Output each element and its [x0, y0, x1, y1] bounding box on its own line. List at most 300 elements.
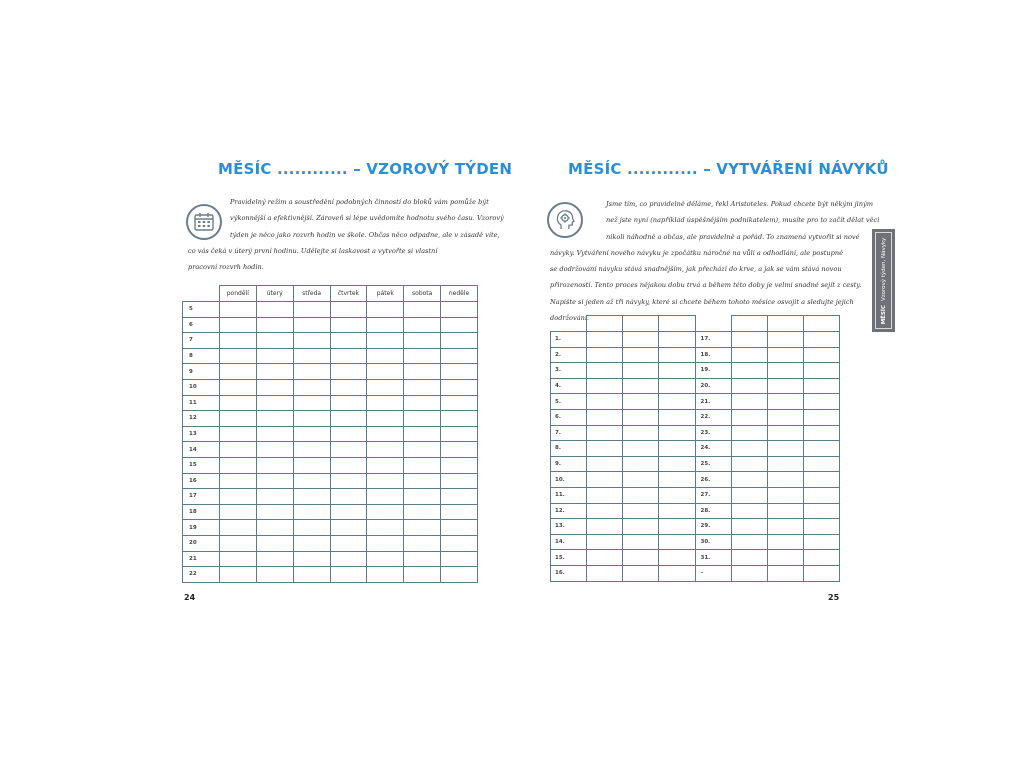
habit-check-cell[interactable]	[623, 441, 659, 457]
schedule-cell[interactable]	[330, 364, 367, 380]
habit-check-cell[interactable]	[803, 487, 839, 503]
schedule-cell[interactable]	[367, 551, 404, 567]
table-row	[551, 332, 840, 348]
habit-check-cell[interactable]	[767, 409, 803, 425]
day-number: 19.	[695, 363, 731, 379]
habit-name-cell[interactable]	[731, 316, 767, 332]
schedule-cell[interactable]	[367, 395, 404, 411]
page-number: 25	[828, 593, 840, 602]
day-number: 3.	[551, 363, 587, 379]
habit-check-cell[interactable]	[587, 425, 623, 441]
schedule-cell[interactable]	[219, 395, 256, 411]
schedule-cell[interactable]	[330, 317, 367, 333]
habit-check-cell[interactable]	[803, 425, 839, 441]
side-tab-text: Vzorový týden, Návyky	[880, 237, 887, 301]
schedule-cell[interactable]	[441, 473, 478, 489]
table-row	[183, 473, 478, 489]
hour-label: 7	[183, 333, 220, 349]
schedule-cell[interactable]	[441, 379, 478, 395]
table-header-row	[183, 286, 478, 302]
schedule-cell[interactable]	[330, 504, 367, 520]
schedule-cell[interactable]	[219, 426, 256, 442]
habit-check-cell[interactable]	[767, 534, 803, 550]
schedule-cell[interactable]	[367, 567, 404, 583]
day-header: pátek	[367, 286, 404, 302]
schedule-cell[interactable]	[404, 317, 441, 333]
table-row	[551, 378, 840, 394]
schedule-cell[interactable]	[219, 317, 256, 333]
habit-check-cell[interactable]	[767, 565, 803, 581]
schedule-cell[interactable]	[330, 520, 367, 536]
habit-check-cell[interactable]	[659, 472, 695, 488]
habit-check-cell[interactable]	[659, 519, 695, 535]
schedule-cell[interactable]	[441, 489, 478, 505]
schedule-cell[interactable]	[404, 395, 441, 411]
habit-check-cell[interactable]	[659, 378, 695, 394]
schedule-cell[interactable]	[404, 457, 441, 473]
schedule-cell[interactable]	[441, 317, 478, 333]
schedule-cell[interactable]	[293, 504, 330, 520]
schedule-cell[interactable]	[441, 348, 478, 364]
schedule-cell[interactable]	[219, 567, 256, 583]
schedule-cell[interactable]	[404, 504, 441, 520]
schedule-cell[interactable]	[293, 395, 330, 411]
habit-check-cell[interactable]	[731, 534, 767, 550]
schedule-cell[interactable]	[404, 473, 441, 489]
habit-check-cell[interactable]	[623, 472, 659, 488]
schedule-cell[interactable]	[441, 457, 478, 473]
habit-check-cell[interactable]	[623, 487, 659, 503]
schedule-cell[interactable]	[330, 551, 367, 567]
schedule-cell[interactable]	[293, 457, 330, 473]
habit-check-cell[interactable]	[587, 550, 623, 566]
habit-check-cell[interactable]	[659, 441, 695, 457]
habit-check-cell[interactable]	[659, 487, 695, 503]
hour-label: 8	[183, 348, 220, 364]
schedule-cell[interactable]	[219, 348, 256, 364]
schedule-cell[interactable]	[219, 333, 256, 349]
schedule-cell[interactable]	[441, 520, 478, 536]
schedule-cell[interactable]	[256, 333, 293, 349]
table-row	[551, 347, 840, 363]
schedule-cell[interactable]	[441, 442, 478, 458]
hour-label: 11	[183, 395, 220, 411]
schedule-cell[interactable]	[330, 302, 367, 318]
habit-check-cell[interactable]	[803, 394, 839, 410]
habit-check-cell[interactable]	[623, 565, 659, 581]
schedule-cell[interactable]	[293, 551, 330, 567]
schedule-cell[interactable]	[367, 442, 404, 458]
schedule-cell[interactable]	[441, 302, 478, 318]
schedule-cell[interactable]	[219, 489, 256, 505]
hour-label: 14	[183, 442, 220, 458]
schedule-cell[interactable]	[256, 442, 293, 458]
day-number: 18.	[695, 347, 731, 363]
habit-check-cell[interactable]	[803, 550, 839, 566]
habit-check-cell[interactable]	[659, 534, 695, 550]
schedule-cell[interactable]	[219, 442, 256, 458]
schedule-cell[interactable]	[404, 333, 441, 349]
schedule-cell[interactable]	[330, 411, 367, 427]
schedule-cell[interactable]	[330, 489, 367, 505]
schedule-cell[interactable]	[330, 442, 367, 458]
habit-check-cell[interactable]	[803, 378, 839, 394]
schedule-cell[interactable]	[330, 426, 367, 442]
table-row	[183, 411, 478, 427]
day-header: neděle	[441, 286, 478, 302]
schedule-cell[interactable]	[219, 364, 256, 380]
schedule-cell[interactable]	[293, 348, 330, 364]
habit-check-cell[interactable]	[767, 347, 803, 363]
habit-check-cell[interactable]	[623, 409, 659, 425]
habit-check-cell[interactable]	[731, 519, 767, 535]
habit-check-cell[interactable]	[803, 363, 839, 379]
schedule-cell[interactable]	[367, 426, 404, 442]
schedule-cell[interactable]	[404, 411, 441, 427]
habit-check-cell[interactable]	[659, 394, 695, 410]
intro-text: Pravidelný režim a soustředění podobných činností do bloků vám pomůže být výkonnější a efektivnější. Zároveň si lépe uvědomíte hodnotu svého času. Vzorový týden je něco jako rozvrh hodin ve škole. Občas něco odpadne, ale v zásadě víte, co vás čeká v úterý první hodinu. Udělejte si laskavost a vytvořte si vlastní pracovní rozvrh hodin.	[188, 198, 504, 272]
schedule-cell[interactable]	[367, 317, 404, 333]
hour-label: 17	[183, 489, 220, 505]
schedule-cell[interactable]	[330, 567, 367, 583]
schedule-cell[interactable]	[219, 520, 256, 536]
schedule-cell[interactable]	[219, 535, 256, 551]
page-title: MĚSÍC ............ – VZOROVÝ TÝDEN	[218, 160, 513, 178]
habit-check-cell[interactable]	[623, 534, 659, 550]
habit-check-cell[interactable]	[731, 394, 767, 410]
habit-check-cell[interactable]	[767, 456, 803, 472]
day-number: 17.	[695, 332, 731, 348]
habit-check-cell[interactable]	[767, 441, 803, 457]
habit-check-cell[interactable]	[803, 534, 839, 550]
habit-check-cell[interactable]	[767, 487, 803, 503]
schedule-cell[interactable]	[367, 535, 404, 551]
habit-check-cell[interactable]	[587, 472, 623, 488]
schedule-cell[interactable]	[441, 504, 478, 520]
schedule-cell[interactable]	[404, 535, 441, 551]
habit-check-cell[interactable]	[731, 347, 767, 363]
side-tab-label	[881, 237, 887, 324]
day-number: 25.	[695, 456, 731, 472]
schedule-cell[interactable]	[256, 364, 293, 380]
habit-check-cell[interactable]	[731, 550, 767, 566]
habit-check-cell[interactable]	[731, 378, 767, 394]
day-number: 23.	[695, 425, 731, 441]
table-row	[183, 567, 478, 583]
habit-check-cell[interactable]	[767, 378, 803, 394]
schedule-cell[interactable]	[330, 348, 367, 364]
hour-label: 10	[183, 379, 220, 395]
habit-check-cell[interactable]	[803, 347, 839, 363]
schedule-cell[interactable]	[441, 551, 478, 567]
schedule-cell[interactable]	[404, 348, 441, 364]
habit-check-cell[interactable]	[587, 363, 623, 379]
table-row	[551, 441, 840, 457]
habit-check-cell[interactable]	[767, 425, 803, 441]
table-row	[183, 442, 478, 458]
habit-check-cell[interactable]	[767, 503, 803, 519]
habit-check-cell[interactable]	[803, 565, 839, 581]
table-row	[551, 409, 840, 425]
habit-check-cell[interactable]	[803, 503, 839, 519]
schedule-cell[interactable]	[256, 302, 293, 318]
schedule-cell[interactable]	[256, 567, 293, 583]
day-number: 6.	[551, 409, 587, 425]
day-number: 13.	[551, 519, 587, 535]
hour-label: 12	[183, 411, 220, 427]
schedule-cell[interactable]	[256, 411, 293, 427]
table-row	[183, 364, 478, 380]
schedule-cell[interactable]	[441, 426, 478, 442]
habit-check-cell[interactable]	[659, 565, 695, 581]
habit-check-cell[interactable]	[623, 550, 659, 566]
habit-check-cell[interactable]	[803, 409, 839, 425]
day-number: 8.	[551, 441, 587, 457]
table-row	[551, 487, 840, 503]
table-row	[551, 363, 840, 379]
schedule-cell[interactable]	[330, 395, 367, 411]
habit-check-cell[interactable]	[659, 456, 695, 472]
schedule-cell[interactable]	[441, 364, 478, 380]
habit-check-cell[interactable]	[659, 550, 695, 566]
schedule-cell[interactable]	[404, 426, 441, 442]
schedule-cell[interactable]	[441, 411, 478, 427]
habit-check-cell[interactable]	[623, 519, 659, 535]
schedule-cell[interactable]	[256, 317, 293, 333]
schedule-cell[interactable]	[293, 379, 330, 395]
habit-check-cell[interactable]	[623, 378, 659, 394]
day-number: 4.	[551, 378, 587, 394]
day-header: úterý	[256, 286, 293, 302]
habit-check-cell[interactable]	[659, 503, 695, 519]
table-row	[183, 520, 478, 536]
habit-check-cell[interactable]	[659, 409, 695, 425]
habit-check-cell[interactable]	[731, 472, 767, 488]
habit-check-cell[interactable]	[623, 456, 659, 472]
day-number: 12.	[551, 503, 587, 519]
corner-blank	[695, 316, 731, 332]
habit-check-cell[interactable]	[623, 347, 659, 363]
day-number: 29.	[695, 519, 731, 535]
habit-check-cell[interactable]	[731, 487, 767, 503]
habit-name-cell[interactable]	[803, 316, 839, 332]
schedule-cell[interactable]	[404, 567, 441, 583]
schedule-cell[interactable]	[404, 551, 441, 567]
schedule-cell[interactable]	[293, 302, 330, 318]
schedule-cell[interactable]	[330, 535, 367, 551]
habit-check-cell[interactable]	[659, 347, 695, 363]
habit-check-cell[interactable]	[659, 332, 695, 348]
habit-check-cell[interactable]	[767, 363, 803, 379]
schedule-cell[interactable]	[293, 317, 330, 333]
schedule-cell[interactable]	[367, 379, 404, 395]
schedule-cell[interactable]	[256, 348, 293, 364]
hour-label: 15	[183, 457, 220, 473]
table-row	[183, 457, 478, 473]
habit-check-cell[interactable]	[623, 503, 659, 519]
schedule-cell[interactable]	[367, 489, 404, 505]
schedule-cell[interactable]	[367, 411, 404, 427]
habit-check-cell[interactable]	[803, 441, 839, 457]
schedule-cell[interactable]	[441, 535, 478, 551]
schedule-cell[interactable]	[367, 302, 404, 318]
schedule-cell[interactable]	[367, 348, 404, 364]
habit-check-cell[interactable]	[731, 409, 767, 425]
habit-check-cell[interactable]	[587, 441, 623, 457]
schedule-cell[interactable]	[293, 364, 330, 380]
schedule-cell[interactable]	[441, 395, 478, 411]
day-number: 26.	[695, 472, 731, 488]
day-number: 5.	[551, 394, 587, 410]
schedule-cell[interactable]	[256, 426, 293, 442]
day-number: 28.	[695, 503, 731, 519]
hour-label: 21	[183, 551, 220, 567]
schedule-cell[interactable]	[367, 364, 404, 380]
habit-check-cell[interactable]	[767, 332, 803, 348]
habit-check-cell[interactable]	[731, 363, 767, 379]
schedule-cell[interactable]	[293, 489, 330, 505]
hour-column-header	[183, 286, 220, 302]
schedule-cell[interactable]	[367, 504, 404, 520]
schedule-cell[interactable]	[293, 442, 330, 458]
schedule-cell[interactable]	[404, 379, 441, 395]
habit-check-cell[interactable]	[803, 456, 839, 472]
schedule-cell[interactable]	[404, 364, 441, 380]
table-row	[183, 302, 478, 318]
schedule-cell[interactable]	[256, 551, 293, 567]
schedule-cell[interactable]	[367, 520, 404, 536]
schedule-cell[interactable]	[293, 411, 330, 427]
habit-check-cell[interactable]	[587, 394, 623, 410]
habit-check-cell[interactable]	[659, 425, 695, 441]
habit-tracker-table	[550, 315, 840, 582]
schedule-cell[interactable]	[256, 473, 293, 489]
habit-check-cell[interactable]	[587, 519, 623, 535]
schedule-cell[interactable]	[367, 457, 404, 473]
hour-label: 13	[183, 426, 220, 442]
habit-check-cell[interactable]	[767, 472, 803, 488]
hour-label: 19	[183, 520, 220, 536]
hour-label: 9	[183, 364, 220, 380]
hour-label: 6	[183, 317, 220, 333]
schedule-cell[interactable]	[256, 489, 293, 505]
schedule-cell[interactable]	[219, 302, 256, 318]
side-tab-month: MĚSÍC	[880, 304, 887, 324]
table-row	[183, 489, 478, 505]
habit-check-cell[interactable]	[731, 456, 767, 472]
habit-check-cell[interactable]	[587, 503, 623, 519]
habit-check-cell[interactable]	[623, 332, 659, 348]
habit-name-cell[interactable]	[623, 316, 659, 332]
schedule-cell[interactable]	[404, 302, 441, 318]
schedule-cell[interactable]	[256, 379, 293, 395]
habit-check-cell[interactable]	[767, 394, 803, 410]
habit-name-cell[interactable]	[659, 316, 695, 332]
habit-check-cell[interactable]	[587, 409, 623, 425]
table-row	[551, 503, 840, 519]
schedule-cell[interactable]	[404, 442, 441, 458]
day-number: 10.	[551, 472, 587, 488]
schedule-cell[interactable]	[219, 411, 256, 427]
right-page	[512, 0, 1024, 768]
habit-name-cell[interactable]	[587, 316, 623, 332]
day-number: 1.	[551, 332, 587, 348]
day-number: 2.	[551, 347, 587, 363]
habit-check-cell[interactable]	[731, 441, 767, 457]
habit-check-cell[interactable]	[803, 332, 839, 348]
schedule-cell[interactable]	[330, 333, 367, 349]
habit-check-cell[interactable]	[587, 456, 623, 472]
schedule-cell[interactable]	[256, 504, 293, 520]
habit-name-cell[interactable]	[767, 316, 803, 332]
day-number: 14.	[551, 534, 587, 550]
habit-check-cell[interactable]	[731, 425, 767, 441]
habit-check-cell[interactable]	[803, 519, 839, 535]
schedule-cell[interactable]	[219, 473, 256, 489]
habit-check-cell[interactable]	[731, 332, 767, 348]
schedule-cell[interactable]	[367, 333, 404, 349]
page-title: MĚSÍC ............ – VYTVÁŘENÍ NÁVYKŮ	[568, 160, 889, 178]
day-number: 16.	[551, 565, 587, 581]
schedule-cell[interactable]	[330, 473, 367, 489]
schedule-cell[interactable]	[293, 426, 330, 442]
habit-check-cell[interactable]	[623, 425, 659, 441]
habit-check-cell[interactable]	[767, 519, 803, 535]
schedule-cell[interactable]	[293, 520, 330, 536]
hour-label: 16	[183, 473, 220, 489]
habit-check-cell[interactable]	[587, 347, 623, 363]
habit-check-cell[interactable]	[803, 472, 839, 488]
schedule-cell[interactable]	[330, 379, 367, 395]
schedule-cell[interactable]	[441, 567, 478, 583]
habit-check-cell[interactable]	[659, 363, 695, 379]
schedule-cell[interactable]	[404, 489, 441, 505]
schedule-cell[interactable]	[293, 567, 330, 583]
schedule-cell[interactable]	[367, 473, 404, 489]
table-row	[551, 472, 840, 488]
habit-check-cell[interactable]	[623, 394, 659, 410]
hour-label: 18	[183, 504, 220, 520]
schedule-cell[interactable]	[219, 379, 256, 395]
schedule-cell[interactable]	[256, 457, 293, 473]
habit-check-cell[interactable]	[587, 565, 623, 581]
habit-check-cell[interactable]	[587, 487, 623, 503]
schedule-cell[interactable]	[293, 535, 330, 551]
day-number: 31.	[695, 550, 731, 566]
habit-check-cell[interactable]	[587, 332, 623, 348]
schedule-cell[interactable]	[219, 504, 256, 520]
schedule-cell[interactable]	[293, 473, 330, 489]
habit-check-cell[interactable]	[587, 378, 623, 394]
schedule-cell[interactable]	[256, 520, 293, 536]
habit-check-cell[interactable]	[767, 550, 803, 566]
habit-check-cell[interactable]	[731, 565, 767, 581]
schedule-cell[interactable]	[441, 333, 478, 349]
table-row	[551, 425, 840, 441]
day-number: 20.	[695, 378, 731, 394]
table-row	[183, 317, 478, 333]
habit-check-cell[interactable]	[731, 503, 767, 519]
schedule-cell[interactable]	[404, 520, 441, 536]
schedule-cell[interactable]	[293, 333, 330, 349]
schedule-cell[interactable]	[219, 457, 256, 473]
schedule-cell[interactable]	[219, 551, 256, 567]
schedule-cell[interactable]	[256, 535, 293, 551]
schedule-cell[interactable]	[330, 457, 367, 473]
habit-check-cell[interactable]	[587, 534, 623, 550]
habit-check-cell[interactable]	[623, 363, 659, 379]
schedule-cell[interactable]	[256, 395, 293, 411]
